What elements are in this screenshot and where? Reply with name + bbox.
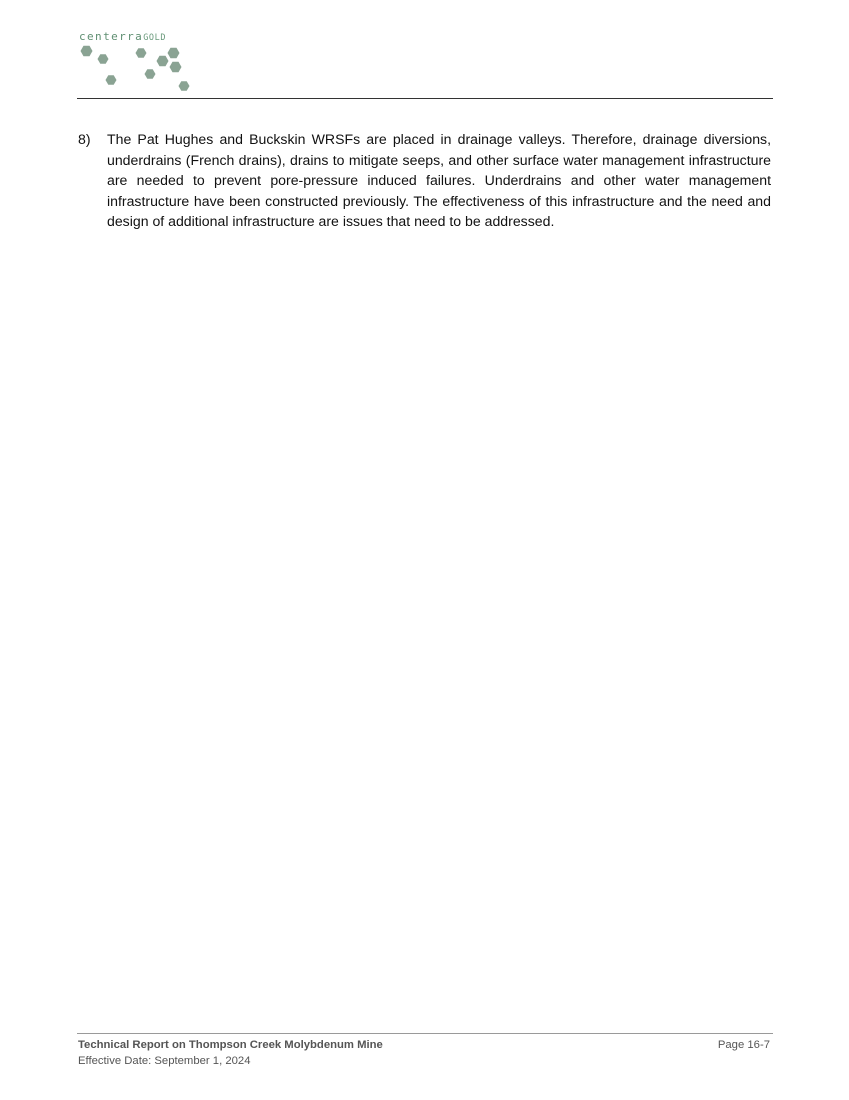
hexagon-shape (157, 56, 169, 66)
hexagon-shape (98, 54, 109, 64)
hexagon-shape (170, 62, 182, 72)
hexagon-shape (145, 69, 156, 79)
list-item (78, 129, 771, 232)
list-item-text: The Pat Hughes and Buckskin WRSFs are placed in drainage valleys. Therefore, drainage diversions, underdrains (French drains), drains to mitigate seeps, and other surface water management infrastructure are needed to prevent pore-pressure induced failures. Underdrains and other water management infrastructure have been constructed previously. The effectiveness of this infrastructure and the need and design of additional infrastructure are issues that need to be addressed. (107, 131, 771, 229)
logo-suffix: GOLD (143, 33, 167, 43)
company-logo (79, 30, 199, 96)
hexagon-shape (136, 48, 147, 58)
logo-wordmark (79, 30, 166, 45)
hexagon-cluster-icon (79, 45, 199, 97)
hexagon-shape (81, 46, 93, 56)
footer-report-title: Technical Report on Thompson Creek Molybdenum Mine (78, 1039, 383, 1051)
hexagon-shape (179, 81, 190, 91)
footer-page-number: Page 16-7 (717, 1039, 770, 1051)
hexagon-shape (168, 48, 180, 58)
footer-effective-date: Effective Date: September 1, 2024 (78, 1055, 251, 1067)
list-item-number: 8) (78, 131, 91, 147)
hexagon-shape (106, 75, 117, 85)
logo-word: centerra (79, 30, 144, 43)
header-divider (77, 98, 773, 99)
footer-divider (77, 1033, 773, 1034)
